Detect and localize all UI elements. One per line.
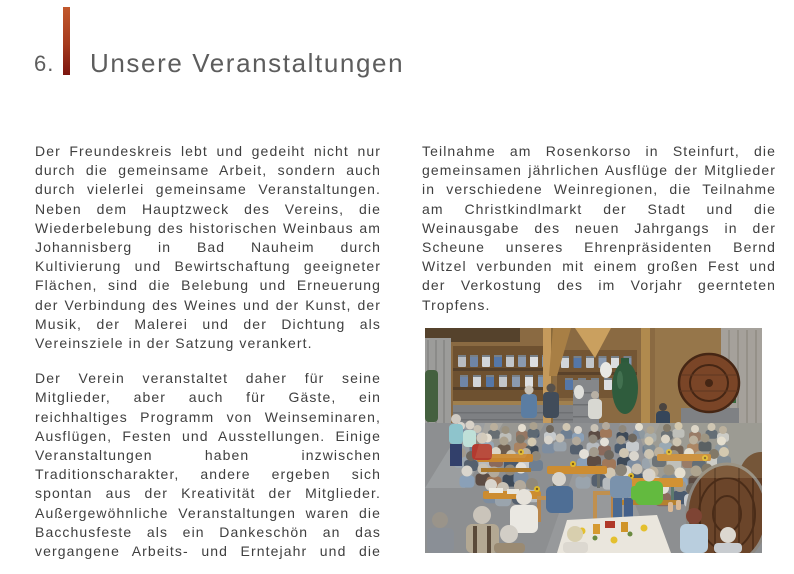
event-photo-svg: [425, 328, 762, 553]
paragraph: Der Freundeskreis lebt und gedeiht nicht nur durch die gemeinsame Arbeit, sondern auch durch vielerlei gemeinsame Veranstaltungen. Neben dem Hauptzweck des Vereins, die Wiederbelebung des historischen Weinbaus am Johannisberg in Bad Nauheim durch Kultivierung und Bewirtschaftung geeigneter Flächen, sind die Belebung und Erneuerung der Verbindung des Weines und der Kunst, der Musik, der Malerei und der Dichtung als Vereinsziele in der Satzung verankert.: [35, 143, 381, 352]
hanging-sign: [600, 362, 612, 378]
section-number: 6.: [34, 51, 55, 76]
left-text-column: [35, 142, 381, 574]
right-text-column: [422, 142, 776, 331]
wine-barrel-upper: [679, 354, 739, 428]
heading-accent-bar: [63, 7, 70, 75]
event-photo: [425, 328, 762, 553]
paragraph: Der Verein veranstaltet daher für seine Mitglieder, aber auch für Gäste, ein reichhaltiges Programm von Weinseminaren, Ausflügen, Festen und Ausstellungen. Einige Veranstaltungen haben inzwischen Traditionscharakter, andere ergeben sich spontan aus der Kreativität der Mitglieder. Außergewöhnliche Veranstaltungen waren die Bacchusfeste als ein Dankeschön an das vergangene Arbeits- und Erntejahr und die: [35, 370, 381, 560]
hanging-sign: [574, 385, 584, 399]
paragraph: Teilnahme am Rosenkorso in Steinfurt, die gemeinsamen jährlichen Ausflüge der Mitglieder in verschiedene Weinregionen, die Teilnahme am Christkindlmarkt der Stadt und die Weinausgabe des neuen Jahrgangs in der Scheune unseres Ehrenpräsidenten Bernd Witzel verbunden mit einem großen Fest und der Verkostung des im Vorjahr geernteten Tropfens.: [422, 143, 776, 313]
sunlight-patch: [635, 423, 762, 478]
page-title: Unsere Veranstaltungen: [90, 48, 405, 78]
